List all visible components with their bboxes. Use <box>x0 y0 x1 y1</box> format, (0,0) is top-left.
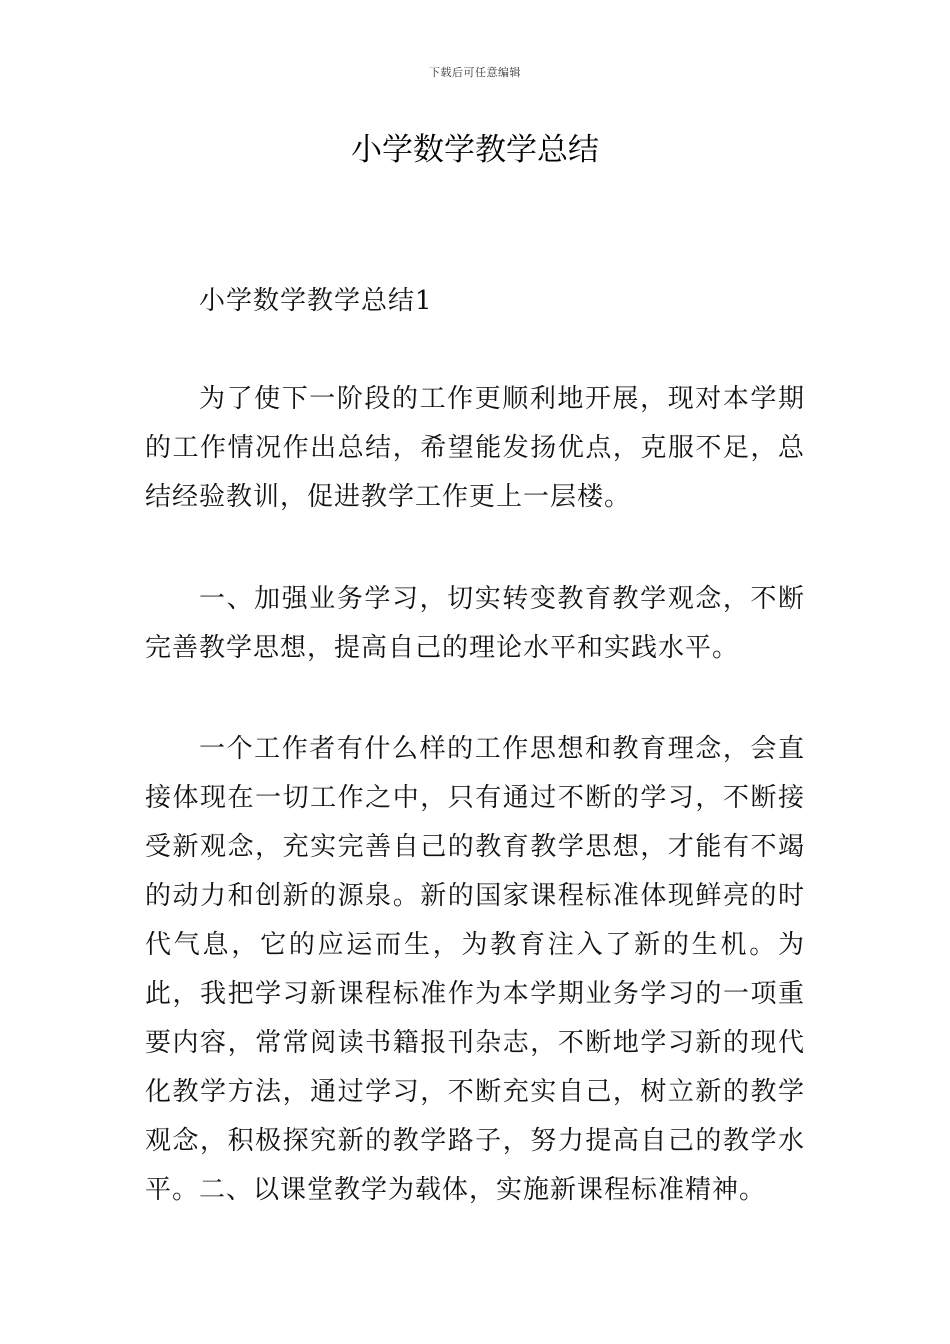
paragraph-body: 一个工作者有什么样的工作思想和教育理念，会直接体现在一切工作之中，只有通过不断的学习，不断接受新观念，充实完善自己的教育教学思想，才能有不竭的动力和创新的源泉。新的国家课程标准体现鲜亮的时代气息，它的应运而生，为教育注入了新的生机。为此，我把学习新课程标准作为本学期业务学习的一项重要内容，常常阅读书籍报刊杂志，不断地学习新的现代化教学方法，通过学习，不断充实自己，树立新的教学观念，积极探究新的教学路子，努力提高自己的教学水平。二、以课堂教学为载体，实施新课程标准精神。 <box>145 734 805 1205</box>
document-title: 小学数学教学总结 <box>351 132 599 168</box>
paragraph-intro: 为了使下一阶段的工作更顺利地开展，现对本学期的工作情况作出总结，希望能发扬优点，克服不足，总结经验教训，促进教学工作更上一层楼。 <box>145 384 805 512</box>
section-heading: 小学数学教学总结1 <box>199 286 433 316</box>
paragraph-point-one: 一、加强业务学习，切实转变教育教学观念，不断完善教学思想，提高自己的理论水平和实践水平。 <box>145 584 805 663</box>
header-note: 下载后可任意编辑 <box>429 66 521 79</box>
